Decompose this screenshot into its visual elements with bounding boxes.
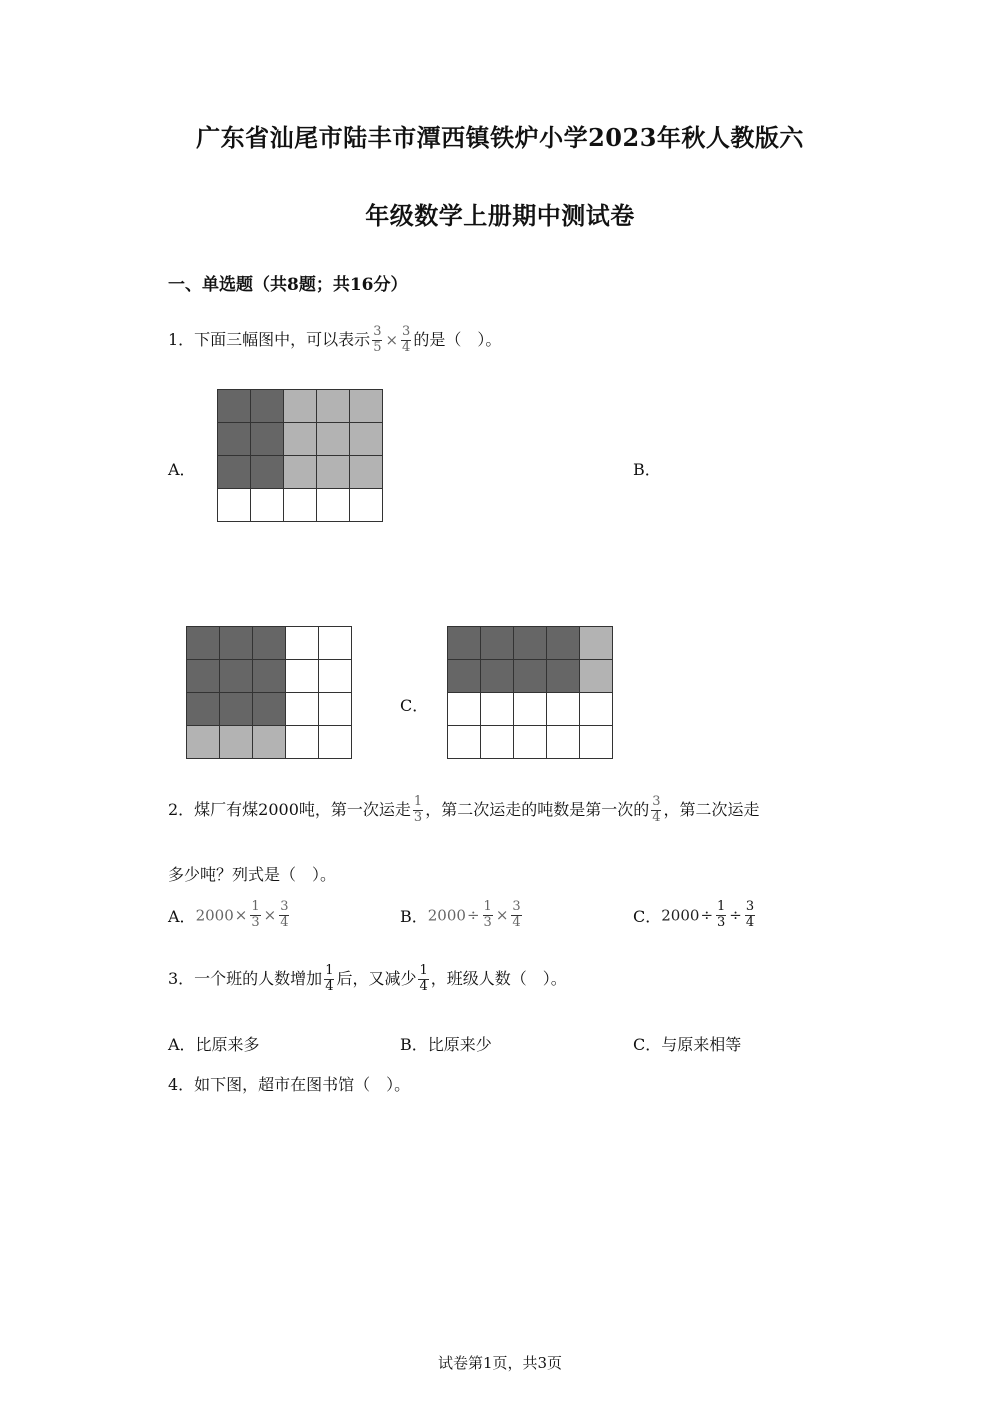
question-2-text-3: ，第二次运走	[663, 799, 760, 819]
question-1-prefix: 1．下面三幅图中，可以表示	[168, 329, 371, 349]
numerator: 3	[280, 899, 289, 914]
number: 2000	[195, 906, 234, 925]
denominator: 4	[512, 914, 521, 930]
grid-cell-light	[317, 423, 350, 456]
number: 2000	[427, 906, 466, 925]
numerator: 3	[652, 794, 661, 809]
grid-figure-a	[217, 389, 383, 522]
grid-cell-dark	[187, 693, 220, 726]
number: 2000	[661, 906, 700, 925]
grid-cell-white	[514, 726, 547, 759]
question-3-option-a[interactable]: A．比原来多	[168, 1035, 260, 1054]
option-label: B．	[400, 906, 428, 926]
grid-cell-white	[251, 489, 284, 522]
numerator: 3	[512, 899, 521, 914]
grid-cell-light	[220, 726, 253, 759]
question-3-text-3: ，班级人数（ ）。	[430, 968, 567, 988]
times-symbol: ×	[385, 331, 399, 350]
fraction	[511, 900, 521, 931]
grid-cell-dark	[481, 660, 514, 693]
grid-cell-light	[253, 726, 286, 759]
grid-cell-white	[481, 693, 514, 726]
grid-cell-dark	[481, 627, 514, 660]
grid-cell-white	[319, 660, 352, 693]
numerator: 3	[373, 324, 382, 339]
operator: ÷	[729, 906, 742, 925]
grid-cell-white	[580, 693, 613, 726]
grid-cell-white	[448, 693, 481, 726]
numerator: 1	[251, 899, 260, 914]
question-2	[168, 795, 760, 826]
option-a-label[interactable]: A．	[168, 460, 196, 479]
grid-cell-dark	[547, 627, 580, 660]
exam-title-line-1: 广东省汕尾市陆丰市潭西镇铁炉小学2023年秋人教版六	[196, 123, 804, 152]
grid-cell-white	[481, 726, 514, 759]
grid-cell-dark	[187, 660, 220, 693]
question-2-option-b[interactable]	[400, 900, 524, 931]
denominator: 3	[413, 809, 423, 825]
grid-cell-white	[319, 693, 352, 726]
grid-cell-dark	[514, 660, 547, 693]
option-label: C．	[633, 906, 662, 926]
grid-cell-dark	[514, 627, 547, 660]
grid-cell-white	[547, 726, 580, 759]
question-3-option-b[interactable]: B．比原来少	[400, 1035, 492, 1054]
fraction	[372, 325, 382, 356]
grid-cell-dark	[251, 423, 284, 456]
grid-cell-light	[350, 390, 383, 423]
fraction	[250, 900, 260, 931]
grid-cell-light	[580, 627, 613, 660]
grid-cell-white	[514, 693, 547, 726]
fraction	[401, 325, 411, 356]
grid-cell-light	[317, 390, 350, 423]
grid-cell-dark	[251, 456, 284, 489]
exam-title-line-2: 年级数学上册期中测试卷	[365, 201, 635, 230]
operator: ÷	[466, 906, 480, 925]
grid-cell-light	[284, 423, 317, 456]
grid-cell-dark	[220, 693, 253, 726]
grid-figure-b	[186, 626, 352, 759]
grid-cell-dark	[218, 390, 251, 423]
grid-cell-white	[317, 489, 350, 522]
option-b-label[interactable]: B．	[633, 460, 661, 479]
grid-cell-white	[350, 489, 383, 522]
question-4: 4．如下图，超市在图书馆（ ）。	[168, 1075, 411, 1094]
grid-cell-light	[187, 726, 220, 759]
grid-cell-dark	[253, 693, 286, 726]
denominator: 4	[325, 978, 334, 994]
fraction	[324, 964, 334, 995]
grid-cell-white	[286, 660, 319, 693]
denominator: 4	[280, 914, 289, 930]
denominator: 4	[402, 339, 411, 355]
fraction	[418, 964, 428, 995]
grid-cell-light	[284, 390, 317, 423]
grid-cell-dark	[220, 660, 253, 693]
option-c-label[interactable]: C．	[400, 696, 429, 715]
numerator: 3	[745, 899, 755, 914]
denominator: 5	[373, 339, 382, 355]
grid-cell-dark	[220, 627, 253, 660]
numerator: 1	[483, 899, 492, 914]
fraction	[483, 900, 493, 931]
grid-cell-dark	[448, 660, 481, 693]
question-2-text-1: 2．煤厂有煤2000吨，第一次运走	[168, 799, 411, 819]
denominator: 4	[745, 914, 755, 930]
denominator: 3	[717, 914, 726, 930]
grid-cell-white	[286, 693, 319, 726]
operator: ÷	[700, 906, 714, 925]
grid-cell-dark	[253, 660, 286, 693]
numerator: 1	[419, 963, 428, 978]
section-heading: 一、单选题（共8题；共16分）	[168, 275, 408, 295]
grid-cell-white	[286, 627, 319, 660]
fraction	[279, 900, 289, 931]
question-3-text-2: 后，又减少	[336, 968, 417, 988]
grid-cell-dark	[218, 423, 251, 456]
option-label: A．	[168, 906, 196, 926]
fraction	[413, 795, 423, 826]
numerator: 1	[413, 794, 423, 809]
operator: ×	[234, 906, 248, 925]
question-2-line-2: 多少吨？列式是（ ）。	[168, 865, 337, 884]
fraction	[745, 900, 755, 931]
grid-cell-dark	[253, 627, 286, 660]
grid-cell-light	[317, 456, 350, 489]
grid-cell-white	[284, 489, 317, 522]
denominator: 3	[251, 914, 260, 930]
question-1	[168, 325, 501, 356]
numerator: 3	[402, 324, 411, 339]
denominator: 3	[483, 914, 492, 930]
grid-figure-c	[447, 626, 613, 759]
grid-cell-white	[286, 726, 319, 759]
grid-cell-white	[319, 627, 352, 660]
grid-cell-dark	[547, 660, 580, 693]
grid-cell-dark	[187, 627, 220, 660]
question-3-text-1: 3．一个班的人数增加	[168, 968, 323, 988]
fraction	[651, 795, 661, 826]
denominator: 4	[419, 978, 428, 994]
grid-cell-white	[547, 693, 580, 726]
operator: ×	[495, 906, 509, 925]
grid-cell-light	[580, 660, 613, 693]
question-3	[168, 964, 567, 995]
grid-cell-light	[350, 456, 383, 489]
question-1-suffix: 的是（ ）。	[413, 329, 502, 349]
operator: ×	[263, 906, 277, 925]
question-2-option-c[interactable]	[633, 900, 757, 931]
grid-cell-light	[350, 423, 383, 456]
grid-cell-white	[448, 726, 481, 759]
grid-cell-dark	[448, 627, 481, 660]
grid-cell-light	[284, 456, 317, 489]
grid-cell-dark	[251, 390, 284, 423]
grid-cell-white	[319, 726, 352, 759]
numerator: 1	[325, 963, 334, 978]
denominator: 4	[652, 809, 661, 825]
numerator: 1	[717, 899, 726, 914]
question-2-option-a[interactable]	[168, 900, 291, 931]
page-footer: 试卷第1页，共3页	[437, 1354, 563, 1372]
question-2-text-2: ，第二次运走的吨数是第一次的	[425, 799, 650, 819]
grid-cell-white	[218, 489, 251, 522]
grid-cell-white	[580, 726, 613, 759]
fraction	[716, 900, 726, 931]
grid-cell-dark	[218, 456, 251, 489]
question-3-option-c[interactable]: C．与原来相等	[633, 1035, 742, 1054]
